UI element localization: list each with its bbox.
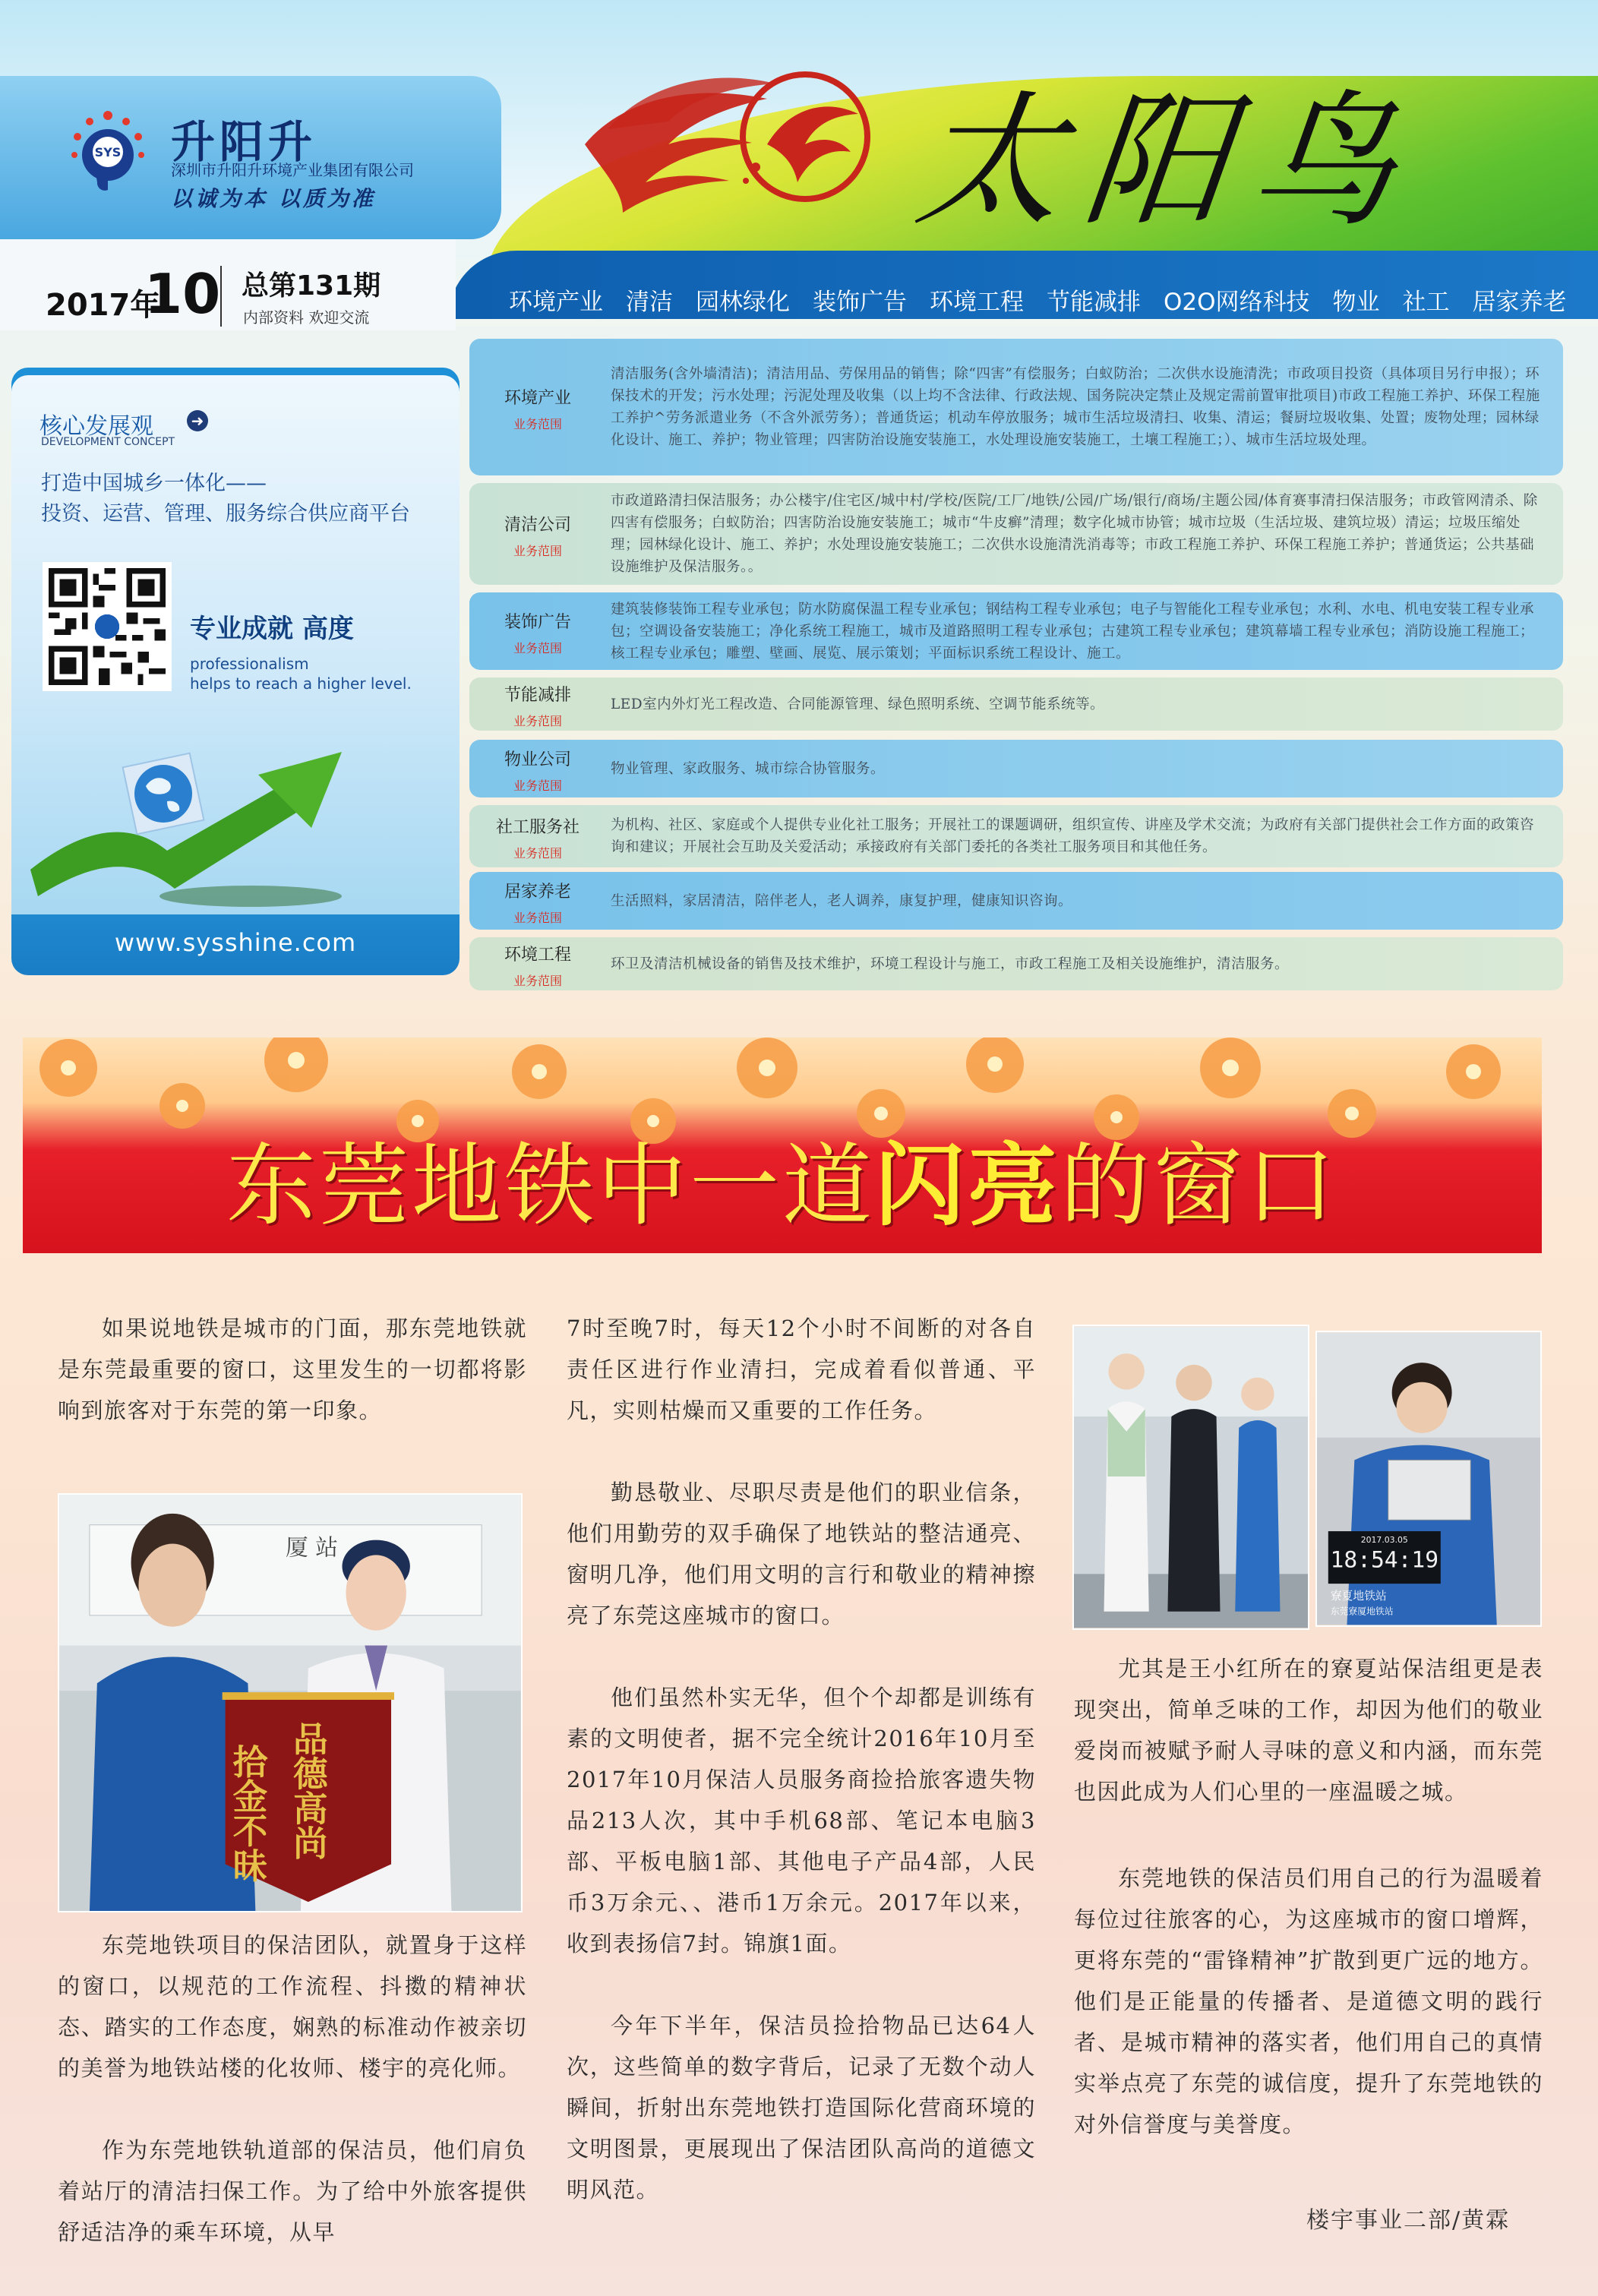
business-row-environment — [469, 339, 1563, 475]
station-sign-text: 厦 站 — [286, 1534, 339, 1562]
logo-badge-text: SYS — [94, 145, 122, 159]
company-slogan: 以诚为本 以质为准 — [171, 186, 376, 211]
nav-item-cleaning: 清洁 — [626, 289, 673, 316]
business-scope-label: 业务范围 — [513, 846, 562, 861]
business-description: 市政道路清扫保洁服务；办公楼宇/住宅区/城中村/学校/医院/工厂/地铁/公园/广场/银行/商场/主题公园/体育赛事清扫保洁服务；市政管网清杀、除四害有偿服务；白蚁防治；四害防治设施安装施工；城市“牛皮癣”清理；数字化城市协管；城市垃圾（生活垃圾、建筑垃圾）清运；垃圾压缩处理；园林绿化设计、施工、养护；水处理设施安装施工；二次供水设施清洗消毒等；市政工程施工养护、环保工程施工养护；普通货运；公共基础设施维护及保洁服务。。 — [611, 493, 1538, 575]
photo-date: 2017.03.05 — [1360, 1534, 1408, 1545]
nav-item-social: 社工 — [1402, 289, 1450, 316]
arrow-right-icon: ➜ — [187, 410, 208, 431]
company-short-name: 升阳升 — [171, 116, 317, 168]
business-scope-label: 业务范围 — [513, 974, 562, 988]
article-paragraph: 如果说地铁是城市的门面，那东莞地铁就是东莞最重要的窗口，这里发生的一切都将影响到旅客对于东莞的第一印象。 — [58, 1315, 527, 1423]
article-paragraph: 尤其是王小红所在的寮夏站保洁组更是表现突出，简单乏味的工作，却因为他们的敬业爱岗而被赋予耐人寻味的意义和内涵，而东莞也因此成为人们心里的一座温暖之城。 — [1074, 1656, 1543, 1805]
article-paragraph: 今年下半年，保洁员捡拾物品已达64人次，这些简单的数字背后，记录了无数个动人瞬间，折射出东莞地铁打造国际化营商环境的文明图景，更展现出了保洁团队高尚的道德文明风范。 — [567, 2013, 1036, 2203]
nav-item-eldercare: 居家养老 — [1472, 289, 1567, 316]
photo-timestamp: 18:54:19 — [1330, 1546, 1439, 1573]
article-paragraph: 作为东莞地铁轨道部的保洁员，他们肩负着站厅的清洁扫保工作。为了给中外旅客提供舒适洁净的乘车环境，从早 — [58, 2137, 527, 2245]
article-title-part-1: 东莞地铁中一道 — [226, 1133, 875, 1238]
article-title-part-2: 的窗口 — [1060, 1133, 1339, 1238]
nav-item-engineering: 环境工程 — [930, 289, 1024, 316]
business-row-eldercare — [469, 872, 1563, 930]
issue-divider — [220, 266, 222, 327]
concept-line-1: 打造中国城乡一体化—— — [41, 472, 267, 495]
business-category: 装饰广告 — [504, 613, 571, 632]
business-description: 生活照料，家居清洁，陪伴老人，老人调养，康复护理，健康知识咨询。 — [611, 892, 1073, 909]
business-description: 建筑装修装饰工程专业承包；防水防腐保温工程专业承包；钢结构工程专业承包；电子与智能化工程专业承包；水利、水电、机电安装工程专业承包；空调设备安装施工；净化系统工程施工，城市及道路照明工程专业承包；古建筑工程专业承包；建筑幕墙工程专业承包；消防设施工程施工；核工程专业承包；雕塑、壁画、展览、展示策划；平面标识系统工程设计、施工。 — [611, 601, 1535, 662]
photo-location-2: 东莞寮厦地铁站 — [1330, 1606, 1394, 1617]
staff-with-laptop-photo — [1315, 1331, 1542, 1627]
photo-location-1: 寮夏地铁站 — [1330, 1589, 1387, 1603]
growth-arrow-globe-illustration — [23, 706, 433, 911]
sun-bird-emblem-icon — [577, 53, 896, 228]
business-category: 环境产业 — [504, 389, 571, 408]
business-row-property — [469, 740, 1563, 797]
business-description: 环卫及清洁机械设备的销售及技术维护，环境工程设计与施工，市政工程施工及相关设施维护，清洁服务。 — [611, 955, 1290, 972]
article-byline: 楼宇事业二部/黄霖 — [1306, 2207, 1511, 2234]
business-description: 清洁服务(含外墙清洁)；清洁用品、劳保用品的销售；除“四害”有偿服务；白蚁防治；二次供水设施清洗；市政项目投资（具体项目另行申报）；环保技术的开发；污水处理；污泥处理及收集（以上均不含法律、行政法规、国务院决定禁止及规定需前置审批项目)市政工程施工养护、环保工程施工养护^劳务派遣业务（不含外派劳务）；普通货运；机动车停放服务；城市生活垃圾清扫、收集、清运；餐厨垃圾收集、处置；废物处理；园林绿化设计、施工、养护；物业管理；四害防治设施安装施工，水处理设施安装施工，土壤工程施工；）、城市生活垃圾处理。 — [611, 366, 1540, 448]
business-description: 物业管理、家政服务、城市综合协管服务。 — [611, 760, 886, 777]
business-nav — [509, 283, 1567, 317]
issue-note: 内部资料 欢迎交流 — [243, 308, 370, 327]
article-paragraph: 他们虽然朴实无华，但个个却都是训练有素的文明使者，据不完全统计2016年10月至2017年10月保洁人员服务商捡拾旅客遗失物品213人次，其中手机68部、笔记本电脑3部、平板电脑1部、其他电子产品4部，人民币3万余元、、港币1万余元。2017年以来，收到表扬信7封。锦旗1面。 — [567, 1685, 1036, 1956]
qr-code-icon — [43, 562, 172, 691]
award-pennant-photo — [58, 1493, 523, 1912]
article-title — [23, 1113, 1542, 1243]
business-row-cleaning — [469, 483, 1563, 585]
company-logo-icon — [62, 106, 153, 197]
website-link[interactable]: www.sysshine.com — [114, 928, 357, 957]
nav-item-environment: 环境产业 — [509, 289, 603, 316]
nav-item-energy: 节能减排 — [1047, 289, 1141, 316]
business-row-energy — [469, 677, 1563, 731]
masthead-title: 太阳鸟 — [908, 77, 1428, 245]
pro-slogan-en-2: helps to reach a higher level. — [190, 674, 412, 693]
staff-group-photo — [1072, 1325, 1309, 1630]
business-description: 为机构、社区、家庭或个人提供专业化社工服务；开展社工的课题调研，组织宣传、讲座及学术交流；为政府有关部门提供社会工作方面的政策咨询和建议；开展社会互助及关爱活动；承接政府有关部门委托的各类社工服务项目和其他任务。 — [611, 817, 1535, 855]
article-paragraph: 勤恳敬业、尽职尽责是他们的职业信条，他们用勤劳的双手确保了地铁站的整洁通亮、窗明几净，他们用文明的言行和敬业的精神擦亮了东莞这座城市的窗口。 — [567, 1480, 1036, 1628]
issue-year: 2017年 — [46, 288, 161, 323]
business-row-social — [469, 805, 1563, 867]
business-category: 物业公司 — [504, 750, 571, 769]
nav-item-property: 物业 — [1332, 289, 1380, 316]
business-scope-label: 业务范围 — [513, 714, 562, 728]
article-title-highlight: 闪亮 — [874, 1133, 1060, 1238]
issue-month: 10 — [144, 262, 221, 326]
article-paragraph: 东莞地铁项目的保洁团队，就置身于这样的窗口，以规范的工作流程、抖擞的精神状态、踏实的工作态度，娴熟的标准动作被亲切的美誉为地铁站楼的化妆师、楼宇的亮化师。 — [58, 1932, 527, 2081]
business-scope-label: 业务范围 — [513, 641, 562, 655]
business-row-engineering — [469, 937, 1563, 990]
concept-line-2: 投资、运营、管理、服务综合供应商平台 — [41, 502, 410, 526]
nav-item-decoration: 装饰广告 — [813, 289, 907, 316]
pennant-text-2: 品德高尚 — [287, 1720, 329, 1860]
business-row-decoration — [469, 592, 1563, 670]
business-scope-label: 业务范围 — [513, 911, 562, 925]
business-category: 清洁公司 — [504, 516, 571, 535]
business-category: 节能减排 — [504, 686, 571, 705]
business-category: 社工服务社 — [495, 818, 580, 837]
business-scope-label: 业务范围 — [513, 778, 562, 793]
business-category: 居家养老 — [504, 883, 571, 902]
article-paragraph: 东莞地铁的保洁员们用自己的行为温暖着每位过往旅客的心，为这座城市的窗口增辉，更将东莞的“雷锋精神”扩散到更广远的地方。他们是正能量的传播者、是道德文明的践行者、是城市精神的落实者，他们用自己的真情实举点亮了东莞的诚信度，提升了东莞地铁的对外信誉度与美誉度。 — [1074, 1865, 1543, 2137]
nav-item-landscaping: 园林绿化 — [696, 289, 790, 316]
pennant-text-1: 拾金不昧 — [227, 1743, 269, 1883]
business-scope-label: 业务范围 — [513, 544, 562, 558]
pro-slogan-title: 专业成就 高度 — [190, 614, 354, 644]
issue-number: 总第131期 — [242, 270, 381, 302]
pro-slogan-en-1: professionalism — [190, 655, 309, 673]
business-category: 环境工程 — [504, 946, 571, 965]
concept-title: 核心发展观 — [39, 413, 153, 440]
company-full-name: 深圳市升阳升环境产业集团有限公司 — [171, 161, 414, 179]
nav-item-o2o: O2O网络科技 — [1164, 289, 1310, 316]
business-description: LED室内外灯光工程改造、合同能源管理、绿色照明系统、空调节能系统等。 — [611, 696, 1105, 712]
business-scope-label: 业务范围 — [513, 417, 562, 431]
concept-subtitle: DEVELOPMENT CONCEPT — [41, 436, 175, 448]
article-paragraph: 7时至晚7时，每天12个小时不间断的对各自责任区进行作业清扫，完成着看似普通、平凡，实则枯燥而又重要的工作任务。 — [567, 1315, 1036, 1423]
